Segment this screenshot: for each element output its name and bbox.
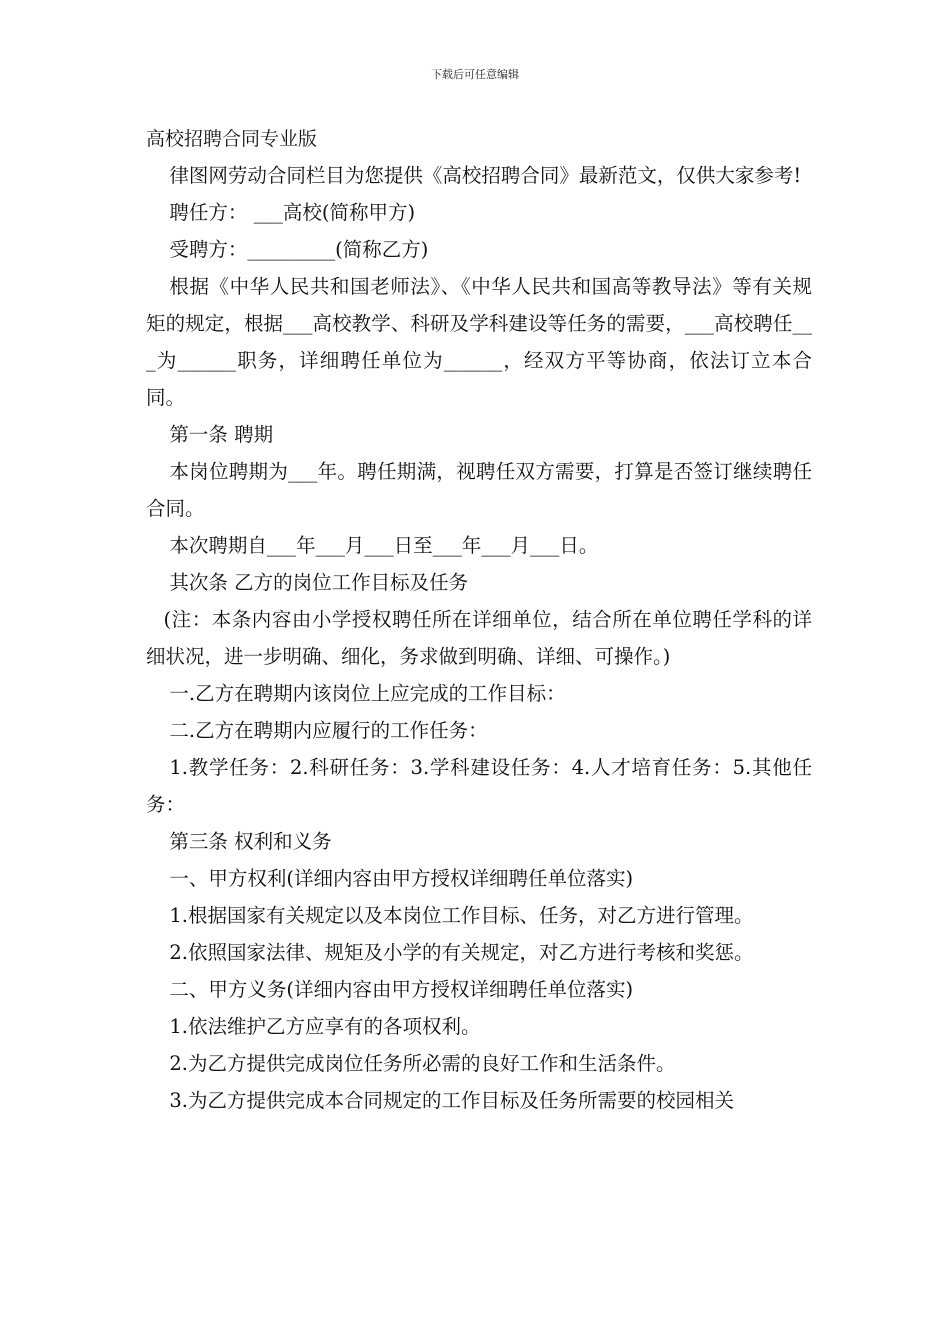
article-1-heading: 第一条 聘期 [169, 423, 274, 446]
document-title: 高校招聘合同专业版 [146, 128, 318, 150]
preamble-paragraph: 根据《中华人民共和国老师法》、《中华人民共和国高等教导法》等有关规矩的规定，根据___高校教学、科研及学科建设等任务的需要，___高校聘任___为______职务，详细聘任单位为______，经双方平等协商，依法订立本合同。 [146, 275, 812, 409]
party-a-duties-heading: 二、甲方义务(详细内容由甲方授权详细聘任单位落实) [169, 978, 634, 1001]
article-2-heading: 其次条 乙方的岗位工作目标及任务 [169, 571, 469, 594]
document-body [146, 123, 812, 1119]
employee-line: 受聘方：_________(简称乙方) [169, 238, 429, 261]
term-paragraph: 本岗位聘期为___年。聘任期满，视聘任双方需要，打算是否签订继续聘任合同。 [146, 460, 812, 520]
party-a-duty-3: 3.为乙方提供完成本合同规定的工作目标及任务所需要的校园相关 [169, 1089, 734, 1112]
intro-paragraph: 律图网劳动合同栏目为您提供《高校招聘合同》最新范文，仅供大家参考! [169, 164, 802, 187]
page-header-note: 下载后可任意编辑 [431, 68, 519, 81]
task-list-paragraph: 1.教学任务：2.科研任务：3.学科建设任务：4.人才培育任务：5.其他任务： [146, 756, 812, 816]
employer-line: 聘任方： ___高校(简称甲方) [169, 201, 416, 224]
party-a-duty-1: 1.依法维护乙方应享有的各项权利。 [169, 1015, 481, 1038]
work-tasks-line: 二.乙方在聘期内应履行的工作任务： [169, 719, 488, 742]
party-a-right-2: 2.依照国家法律、规矩及小学的有关规定，对乙方进行考核和奖惩。 [169, 941, 754, 964]
article-3-heading: 第三条 权利和义务 [169, 830, 332, 853]
party-a-duty-2: 2.为乙方提供完成岗位任务所必需的良好工作和生活条件。 [169, 1052, 676, 1075]
work-goals-line: 一.乙方在聘期内该岗位上应完成的工作目标： [169, 682, 566, 705]
party-a-right-1: 1.根据国家有关规定以及本岗位工作目标、任务，对乙方进行管理。 [169, 904, 754, 927]
term-dates-paragraph: 本次聘期自___年___月___日至___年___月___日。 [169, 534, 599, 557]
party-a-rights-heading: 一、甲方权利(详细内容由甲方授权详细聘任单位落实) [169, 867, 634, 890]
article-2-note: (注：本条内容由小学授权聘任所在详细单位，结合所在单位聘任学科的详细状况，进一步明确、细化，务求做到明确、详细、可操作。) [146, 608, 812, 668]
